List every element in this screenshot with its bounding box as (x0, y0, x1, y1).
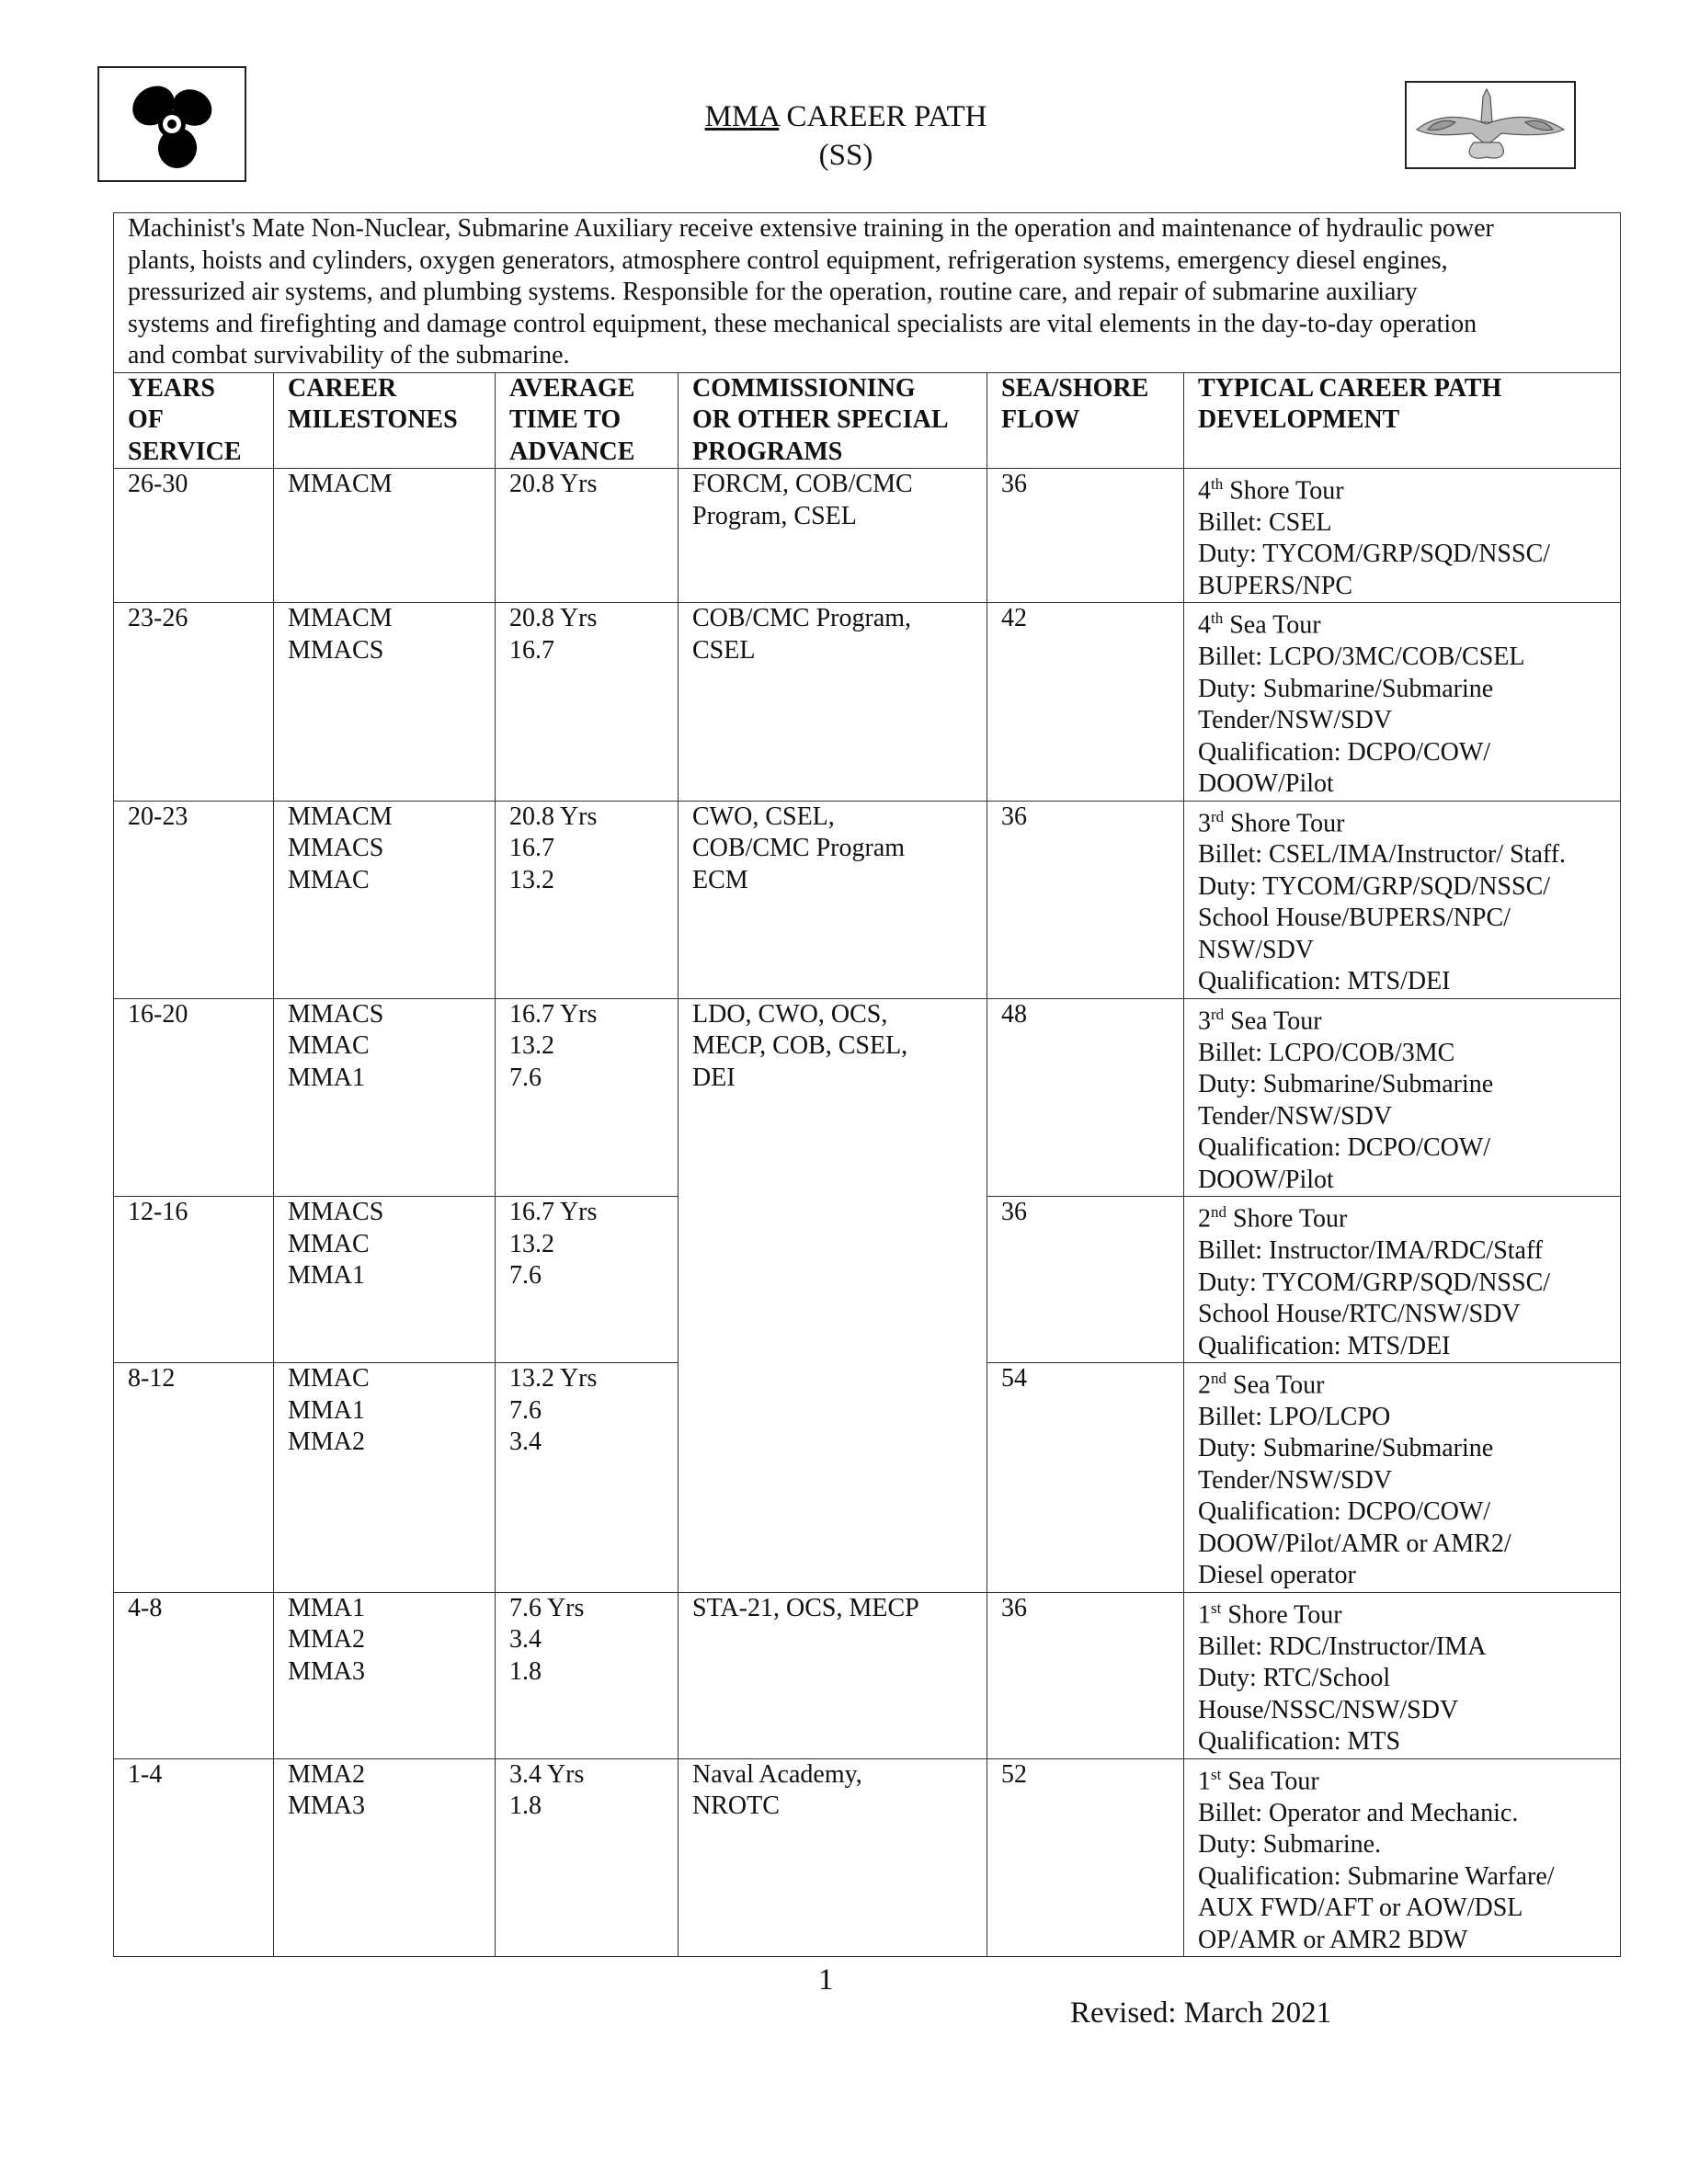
tour-label: 1st Shore Tour (1198, 1598, 1342, 1630)
tour-label: 4th Shore Tour (1198, 475, 1344, 506)
years-of-service: 23-26 (114, 603, 274, 801)
average-time-to-advance: 20.8 Yrs (496, 469, 679, 603)
career-path-development: 4th Sea Tour Billet: LCPO/3MC/COB/CSEL Duty: Submarine/Submarine Tender/NSW/SDV Qualification: DCPO/COW/ DOOW/Pilot (1184, 603, 1621, 801)
tour-label: 3rd Shore Tour (1198, 807, 1345, 837)
years-of-service: 12-16 (114, 1197, 274, 1363)
page-number: 1 (818, 1963, 834, 1996)
sea-shore-flow: 36 (987, 469, 1184, 603)
career-path-development: 2nd Sea Tour Billet: LPO/LCPO Duty: Submarine/Submarine Tender/NSW/SDV Qualification: DCPO/COW/ DOOW/Pilot/AMR or AMR2/ Diesel operator (1184, 1363, 1621, 1593)
table-row (114, 1592, 1621, 1758)
years-of-service: 20-23 (114, 801, 274, 998)
revised-date: Revised: March 2021 (1070, 1996, 1332, 2030)
title-rating: MMA (704, 100, 780, 133)
intro-row (114, 213, 1621, 373)
table-row (114, 603, 1621, 801)
sea-shore-flow: 48 (987, 998, 1184, 1196)
average-time-to-advance: 16.7 Yrs 13.2 7.6 (496, 998, 679, 1196)
header-years: YEARS OF SERVICE (114, 372, 274, 469)
career-milestones: MMACS MMAC MMA1 (274, 998, 496, 1196)
career-milestones: MMAC MMA1 MMA2 (274, 1363, 496, 1593)
header-row (114, 372, 1621, 469)
commissioning-programs: STA-21, OCS, MECP (679, 1592, 987, 1758)
years-of-service: 16-20 (114, 998, 274, 1196)
career-path-development: 3rd Sea Tour Billet: LCPO/COB/3MC Duty: Submarine/Submarine Tender/NSW/SDV Qualification: DCPO/COW/ DOOW/Pilot (1184, 998, 1621, 1196)
career-path-table (113, 212, 1621, 1957)
table-row (114, 1758, 1621, 1956)
sea-shore-flow: 54 (987, 1363, 1184, 1593)
page-subtitle: (SS) (818, 139, 873, 172)
tour-label: 1st Sea Tour (1198, 1765, 1319, 1796)
submarine-insignia-logo (1405, 81, 1576, 169)
tour-label: 4th Sea Tour (1198, 609, 1321, 640)
average-time-to-advance: 13.2 Yrs 7.6 3.4 (496, 1363, 679, 1593)
table-row (114, 469, 1621, 603)
career-path-development: 1st Shore Tour Billet: RDC/Instructor/IMA Duty: RTC/School House/NSSC/NSW/SDV Qualification: MTS (1184, 1592, 1621, 1758)
average-time-to-advance: 20.8 Yrs 16.7 (496, 603, 679, 801)
header-flow: SEA/SHORE FLOW (987, 372, 1184, 469)
average-time-to-advance: 3.4 Yrs 1.8 (496, 1758, 679, 1956)
sea-shore-flow: 52 (987, 1758, 1184, 1956)
header-time: AVERAGE TIME TO ADVANCE (496, 372, 679, 469)
page-title (552, 97, 1140, 175)
sea-shore-flow: 36 (987, 1197, 1184, 1363)
header-programs: COMMISSIONING OR OTHER SPECIAL PROGRAMS (679, 372, 987, 469)
tour-label: 3rd Sea Tour (1198, 1005, 1322, 1036)
career-milestones: MMACM MMACS (274, 603, 496, 801)
career-path-development: 1st Sea Tour Billet: Operator and Mechanic. Duty: Submarine. Qualification: Submarine Warfare/ AUX FWD/AFT or AOW/DSL OP/AMR or AMR2 BDW (1184, 1758, 1621, 1956)
table-row (114, 998, 1621, 1196)
average-time-to-advance: 7.6 Yrs 3.4 1.8 (496, 1592, 679, 1758)
average-time-to-advance: 16.7 Yrs 13.2 7.6 (496, 1197, 679, 1363)
commissioning-programs: FORCM, COB/CMC Program, CSEL (679, 469, 987, 603)
title-rest: CAREER PATH (779, 100, 987, 133)
career-milestones: MMACM MMACS MMAC (274, 801, 496, 998)
tour-label: 2nd Shore Tour (1198, 1203, 1348, 1234)
commissioning-programs: CWO, CSEL, COB/CMC Program ECM (679, 801, 987, 998)
sea-shore-flow: 42 (987, 603, 1184, 801)
career-path-development: 3rd Shore Tour Billet: CSEL/IMA/Instructor/ Staff. Duty: TYCOM/GRP/SQD/NSSC/ School House/BUPERS/NPC/ NSW/SDV Qualification: MTS/DEI (1184, 801, 1621, 998)
table-row (114, 801, 1621, 998)
propeller-logo (97, 66, 246, 182)
career-path-development: 2nd Shore Tour Billet: Instructor/IMA/RDC/Staff Duty: TYCOM/GRP/SQD/NSSC/ School House/RTC/NSW/SDV Qualification: MTS/DEI (1184, 1197, 1621, 1363)
years-of-service: 4-8 (114, 1592, 274, 1758)
career-milestones: MMA2 MMA3 (274, 1758, 496, 1956)
career-milestones: MMA1 MMA2 MMA3 (274, 1592, 496, 1758)
sea-shore-flow: 36 (987, 1592, 1184, 1758)
propeller-icon (117, 78, 227, 170)
years-of-service: 26-30 (114, 469, 274, 603)
intro-text: Machinist's Mate Non-Nuclear, Submarine Auxiliary receive extensive training in the operation and maintenance of hydraulic power plants, hoists and cylinders, oxygen generators, atmosphere control equipment, refrigeration systems, emergency diesel engines, pressurized air systems, and plumbing systems. Responsible for the operation, routine care, and repair of submarine auxiliary systems and firefighting and damage control equipment, these mechanical specialists are vital elements in the day-to-day operation and combat survivability of the submarine. (114, 213, 1621, 373)
years-of-service: 1-4 (114, 1758, 274, 1956)
career-milestones: MMACS MMAC MMA1 (274, 1197, 496, 1363)
header-path: TYPICAL CAREER PATH DEVELOPMENT (1184, 372, 1621, 469)
sea-shore-flow: 36 (987, 801, 1184, 998)
commissioning-programs: COB/CMC Program, CSEL (679, 603, 987, 801)
tour-label: 2nd Sea Tour (1198, 1370, 1325, 1400)
commissioning-programs: LDO, CWO, OCS, MECP, COB, CSEL, DEI (679, 998, 987, 1592)
submarine-dolphins-icon (1409, 85, 1571, 165)
career-milestones: MMACM (274, 469, 496, 603)
average-time-to-advance: 20.8 Yrs 16.7 13.2 (496, 801, 679, 998)
header-milestones: CAREER MILESTONES (274, 372, 496, 469)
years-of-service: 8-12 (114, 1363, 274, 1593)
commissioning-programs: Naval Academy, NROTC (679, 1758, 987, 1956)
career-path-development: 4th Shore Tour Billet: CSEL Duty: TYCOM/GRP/SQD/NSSC/ BUPERS/NPC (1184, 469, 1621, 603)
